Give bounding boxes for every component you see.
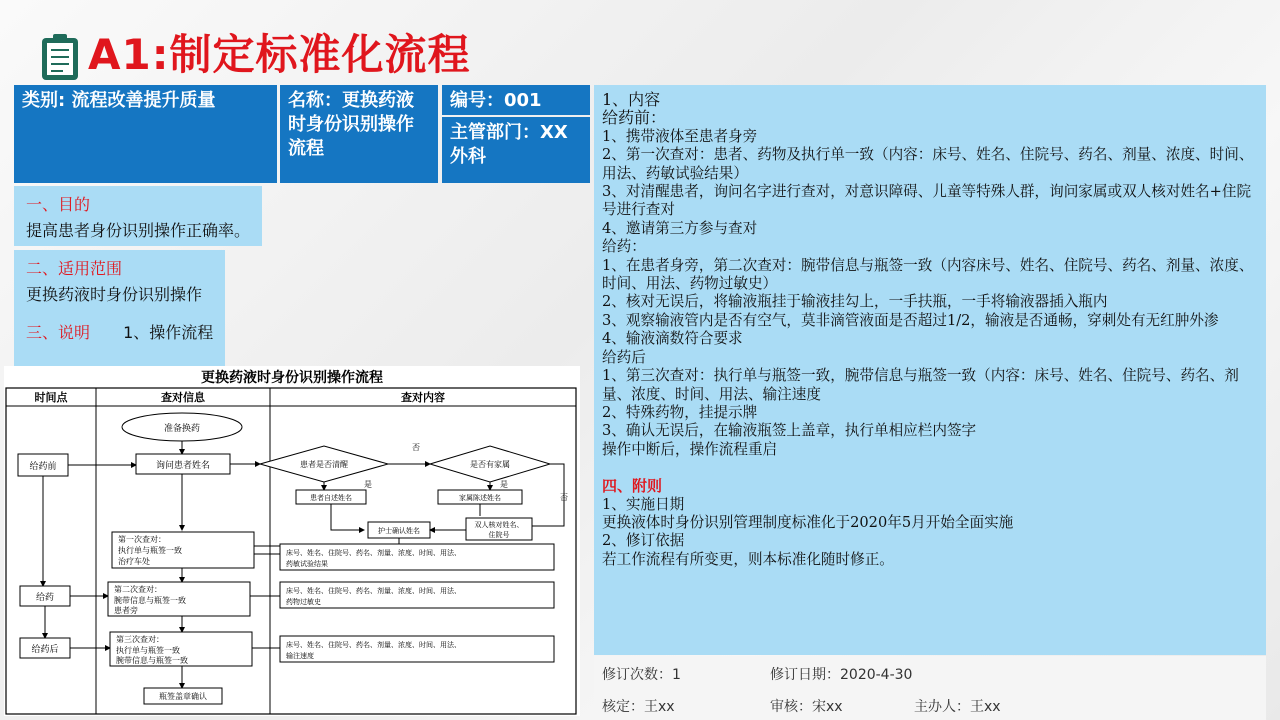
flowchart-svg bbox=[4, 366, 580, 716]
content-panel bbox=[594, 85, 1266, 655]
appendix-line: 更换液体时身份识别管理制度标准化于2020年5月开始全面实施 bbox=[602, 513, 1014, 531]
category-cell: 类别: 流程改善提升质量 bbox=[14, 85, 277, 183]
appendix-heading: 四、附则 bbox=[602, 477, 663, 496]
nurse-label: 护士确认姓名 bbox=[378, 527, 420, 535]
content1-a: 床号、姓名、住院号、药名、剂量、浓度、时间、用法、 bbox=[286, 549, 461, 557]
number-cell: 编号：001 bbox=[442, 85, 590, 115]
ask-name-label: 询问患者姓名 bbox=[155, 461, 211, 471]
content-line: 给药前： bbox=[602, 108, 667, 128]
content-line: 3、观察输液管内是否有空气，莫非滴管液面是否超过1/2，输液是否通畅，穿刺处有无红肿外渗 bbox=[602, 311, 1219, 329]
purpose-text: 提高患者身份识别操作正确率。 bbox=[26, 221, 251, 240]
content-line: 3、对清醒患者，询问名字进行查对，对意识障碍、儿童等特殊人群，询问家属或双人核对姓名+住院号进行查对 bbox=[602, 183, 1252, 219]
name-cell: 名称：更换药液时身份识别操作流程 bbox=[280, 85, 438, 183]
decision-family-label: 是否有家属 bbox=[470, 460, 510, 469]
col-time: 时间点 bbox=[34, 391, 68, 404]
scope-heading: 二、适用范围 bbox=[26, 259, 123, 278]
appendix-line: 1、实施日期 bbox=[602, 495, 685, 513]
content-line: 2、核对无误后，将输液瓶挂于输液挂勾上，一手扶瓶，一手将输液器插入瓶内 bbox=[602, 293, 1108, 311]
check3-a: 第三次查对： bbox=[116, 635, 164, 644]
explain-sub: 1、操作流程 bbox=[123, 323, 214, 342]
flow-title: 更换药液时身份识别操作流程 bbox=[201, 370, 383, 386]
scope-section bbox=[14, 250, 225, 366]
content-line: 2、第一次查对：患者、药物及执行单一致（内容：床号、姓名、住院号、药名、剂量、浓度、时间、用法、药敏试验结果） bbox=[602, 146, 1254, 182]
check3-c: 腕带信息与瓶签一致 bbox=[116, 656, 188, 665]
content2-a: 床号、姓名、住院号、药名、剂量、浓度、时间、用法、 bbox=[286, 587, 461, 595]
check1-a: 第一次查对： bbox=[118, 535, 166, 544]
content3-box bbox=[280, 636, 554, 662]
appendix-line: 2、修订依据 bbox=[602, 532, 685, 550]
page-title: A1:制定标准化流程 bbox=[88, 30, 471, 79]
checked-by: 核定：王xx bbox=[602, 699, 675, 715]
content-line: 4、邀请第三方参与查对 bbox=[602, 219, 758, 237]
explain-row bbox=[26, 320, 213, 346]
content3-b: 输注速度 bbox=[286, 652, 314, 660]
content-line: 1、内容 bbox=[602, 90, 661, 109]
decision-conscious-label: 患者是否清醒 bbox=[300, 460, 348, 469]
yes2-label: 是 bbox=[500, 480, 508, 489]
content-line: 3、确认无误后，在输液瓶签上盖章，执行单相应栏内签字 bbox=[602, 422, 977, 440]
check3-b: 执行单与瓶签一致 bbox=[116, 646, 180, 655]
content-line: 操作中断后，操作流程重启 bbox=[602, 440, 778, 458]
department-cell: 主管部门：XX外科 bbox=[442, 117, 590, 183]
content3-a: 床号、姓名、住院号、药名、剂量、浓度、时间、用法、 bbox=[286, 641, 461, 649]
col-info: 查对信息 bbox=[161, 391, 205, 404]
content-line: 4、输液滴数符合要求 bbox=[602, 330, 743, 348]
check2-a: 第二次查对： bbox=[114, 585, 162, 594]
no1-label: 否 bbox=[412, 443, 420, 452]
flowchart bbox=[4, 366, 580, 716]
appendix-line: 若工作流程有所变更，则本标准化随时修正。 bbox=[602, 550, 894, 568]
check2-b: 腕带信息与瓶签一致 bbox=[114, 596, 186, 605]
purpose-heading: 一、目的 bbox=[26, 195, 91, 214]
footer-row-1 bbox=[594, 656, 1266, 688]
sign-label: 瓶签盖章确认 bbox=[159, 692, 207, 701]
patient-say-label: 患者自述姓名 bbox=[310, 494, 352, 502]
content1-b: 药敏试验结果 bbox=[286, 560, 328, 568]
content2-box bbox=[280, 582, 554, 608]
yes1-label: 是 bbox=[364, 480, 372, 489]
revision-count: 修订次数：1 bbox=[602, 667, 681, 683]
double-label-2: 住院号 bbox=[488, 531, 510, 539]
content-line: 1、第三次查对：执行单与瓶签一致，腕带信息与瓶签一致（内容：床号、姓名、住院号、药名、剂量、浓度、时间、用法、输注速度 bbox=[602, 367, 1239, 403]
revision-date: 修订日期：2020-4-30 bbox=[770, 667, 913, 683]
content-line: 1、在患者身旁，第二次查对：腕带信息与瓶签一致（内容床号、姓名、住院号、药名、剂量、浓度、时间、用法、药物过敏史） bbox=[602, 256, 1254, 293]
footer-row-2 bbox=[594, 688, 1266, 720]
check1-b: 执行单与瓶签一致 bbox=[118, 546, 182, 555]
double-label-1: 双人核对姓名、 bbox=[474, 521, 524, 529]
content2-b: 药物过敏史 bbox=[286, 598, 321, 606]
before-label: 给药前 bbox=[29, 462, 57, 472]
organizer: 主办人：王xx bbox=[914, 699, 1001, 715]
content-line: 1、携带液体至患者身旁 bbox=[602, 127, 758, 145]
reviewed-by: 审核：宋xx bbox=[770, 699, 843, 715]
no2-label: 否 bbox=[560, 493, 568, 502]
check2-c: 患者旁 bbox=[114, 606, 138, 615]
give-label: 给药 bbox=[35, 593, 55, 603]
purpose-section bbox=[14, 186, 262, 246]
scope-text: 更换药液时身份识别操作 bbox=[26, 285, 203, 304]
clipboard-icon bbox=[40, 32, 80, 82]
content-line: 2、特殊药物，挂提示牌 bbox=[602, 403, 758, 421]
explain-heading: 三、说明 bbox=[26, 323, 91, 342]
col-content: 查对内容 bbox=[401, 391, 445, 404]
check1-c: 治疗车处 bbox=[118, 557, 150, 566]
family-say-label: 家属陈述姓名 bbox=[459, 494, 501, 502]
start-label: 准备换药 bbox=[163, 424, 201, 434]
content-line: 给药后 bbox=[602, 348, 646, 366]
after-label: 给药后 bbox=[31, 645, 59, 655]
content-line: 给药： bbox=[602, 238, 646, 256]
